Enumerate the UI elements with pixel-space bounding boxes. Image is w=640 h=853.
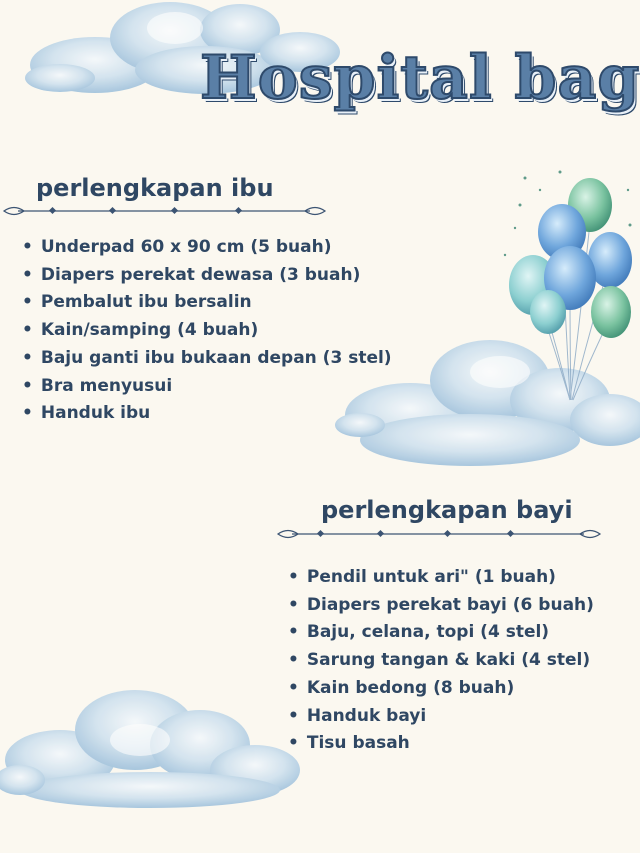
list-item: • Underpad 60 x 90 cm (5 buah) — [22, 234, 392, 262]
list-item: • Diapers perekat bayi (6 buah) — [288, 592, 594, 620]
list-item: • Pembalut ibu bersalin — [22, 289, 392, 317]
section-heading-bayi: perlengkapan bayi — [321, 496, 573, 524]
list-item: • Baju ganti ibu bukaan depan (3 stel) — [22, 345, 392, 373]
list-item: • Sarung tangan & kaki (4 stel) — [288, 647, 594, 675]
list-item: • Baju, celana, topi (4 stel) — [288, 619, 594, 647]
list-item: • Kain bedong (8 buah) — [288, 675, 594, 703]
list-item: • Handuk bayi — [288, 703, 594, 731]
list-item: • Diapers perekat dewasa (3 buah) — [22, 262, 392, 290]
ornament-divider-ibu-icon — [4, 207, 325, 215]
ibu-item-list — [22, 234, 392, 428]
list-item: • Bra menyusui — [22, 373, 392, 401]
section-heading-ibu: perlengkapan ibu — [36, 174, 274, 202]
list-item: • Tisu basah — [288, 730, 594, 758]
bottom-cloud-icon — [0, 690, 300, 808]
list-item: • Handuk ibu — [22, 400, 392, 428]
list-item: • Pendil untuk ari" (1 buah) — [288, 564, 594, 592]
page-title: Hospital bag — [200, 43, 640, 113]
list-item: • Kain/samping (4 buah) — [22, 317, 392, 345]
bayi-item-list — [288, 564, 594, 758]
ornament-divider-bayi-icon — [278, 530, 600, 538]
